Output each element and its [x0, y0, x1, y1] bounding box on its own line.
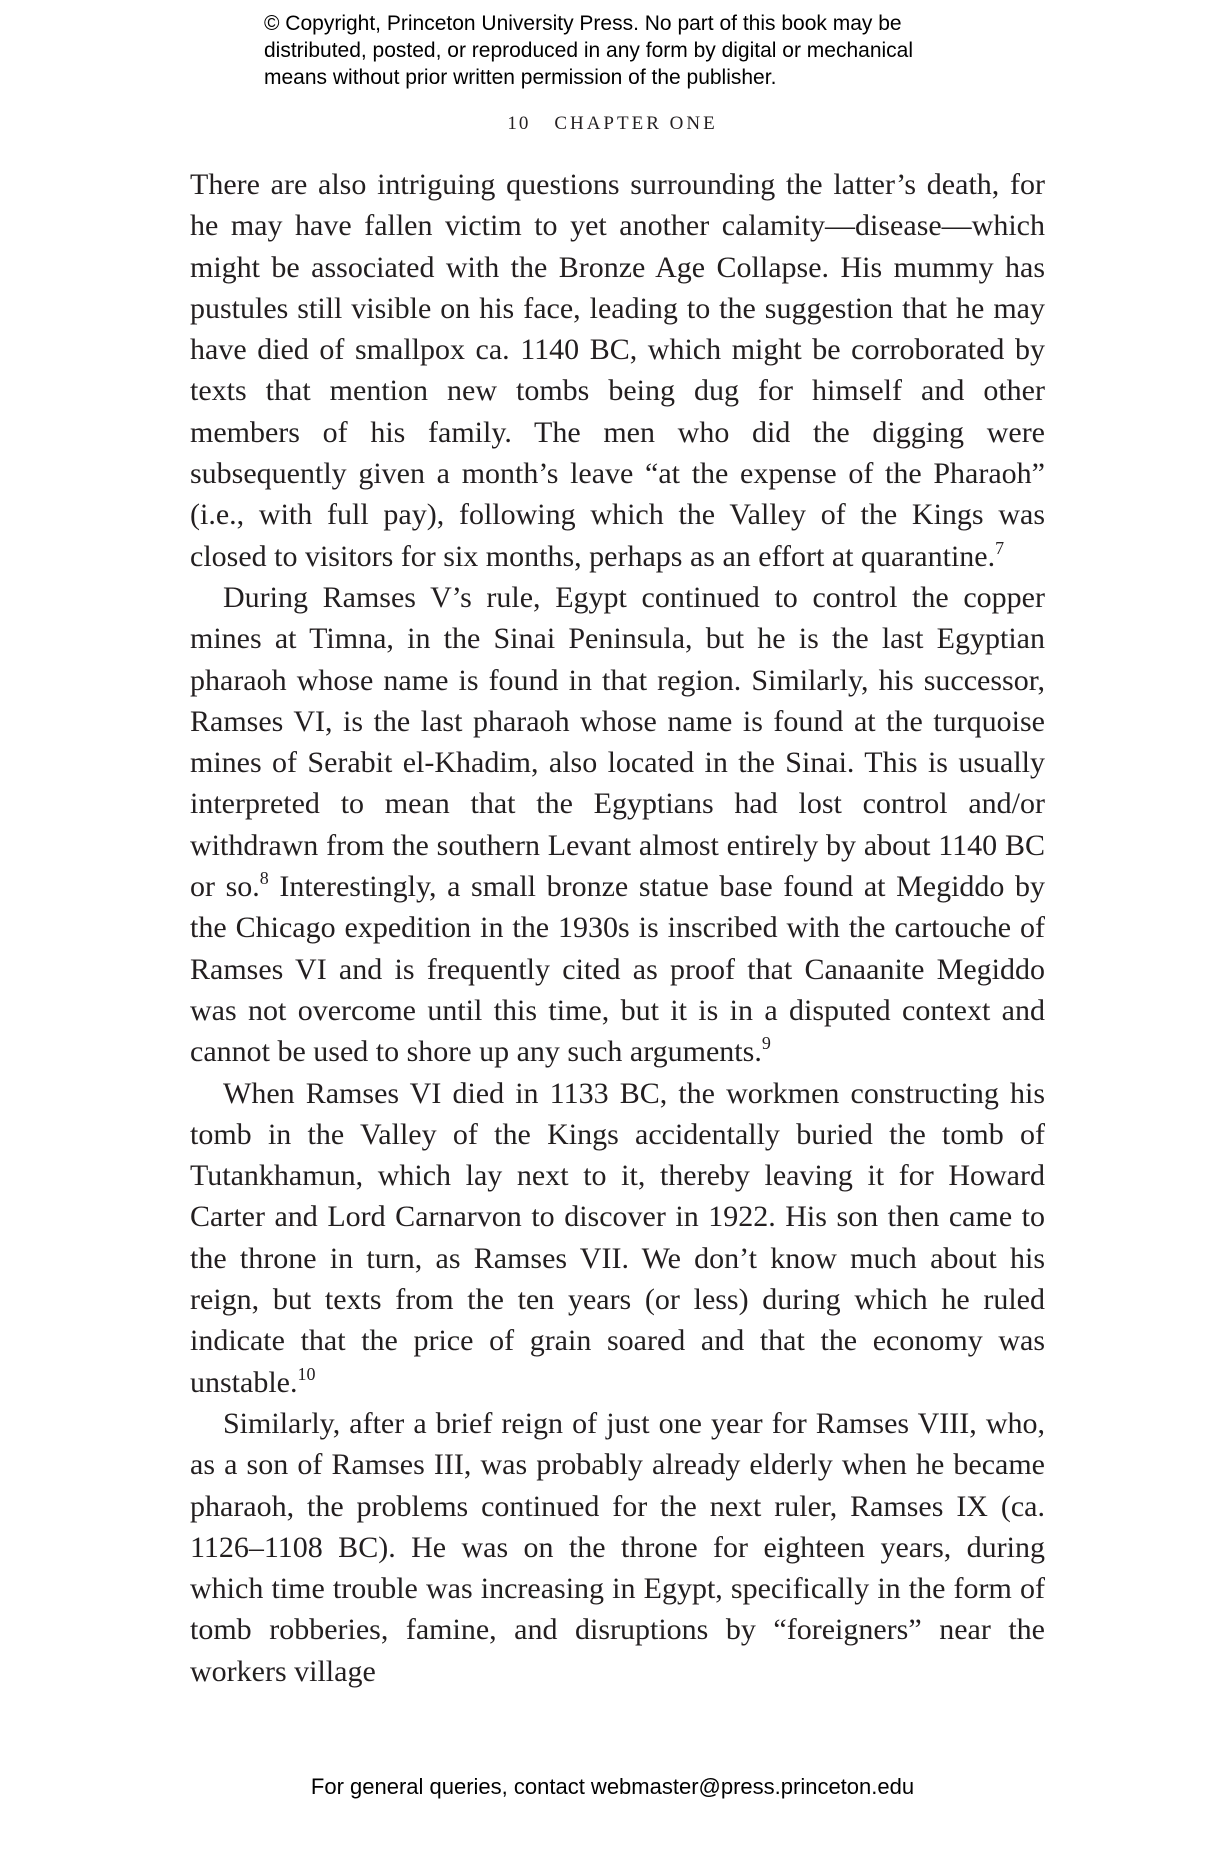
footnote-marker[interactable]: 8	[259, 868, 269, 889]
footnote-marker[interactable]: 10	[297, 1363, 316, 1384]
footnote-marker[interactable]: 7	[995, 537, 1005, 558]
footnote-marker[interactable]: 9	[761, 1033, 771, 1054]
copyright-notice	[264, 10, 984, 91]
paragraph-text: During Ramses V’s rule, Egypt continued to control the copper mines at Timna, in the Sinai Peninsula, but he is the last Egyptian pharaoh whose name is found in that region. Similarly, his successor, Ramses VI, is the last pharaoh whose name is found at the turquoise mines of Serabit el-Khadim, also located in the Sinai. This is usually interpreted to mean that the Egyptians had lost control and/or withdrawn from the southern Levant almost entirely by about 1140 BC or so.	[190, 580, 1045, 904]
paragraph	[190, 164, 1045, 577]
running-head	[0, 113, 1225, 135]
paragraph	[190, 1403, 1045, 1692]
paragraph-text: When Ramses VI died in 1133 BC, the workmen constructing his tomb in the Valley of the Kings accidentally buried the tomb of Tutankhamun, which lay next to it, thereby leaving it for Howard Carter and Lord Carnarvon to discover in 1922. His son then came to the throne in turn, as Ramses VII. We don’t know much about his reign, but texts from the ten years (or less) during which he ruled indicate that the price of grain soared and that the economy was unstable.	[190, 1076, 1045, 1399]
paragraph-text: Similarly, after a brief reign of just one year for Ramses VIII, who, as a son of Ramses III, was probably already elderly when he became pharaoh, the problems continued for the next ruler, Ramses IX (ca. 1126–1108 BC). He was on the throne for eighteen years, during which time trouble was increasing in Egypt, specifically in the form of tomb robberies, famine, and disruptions by “foreigners” near the workers village	[190, 1406, 1045, 1688]
chapter-title: CHAPTER ONE	[554, 113, 718, 134]
paragraph-text: There are also intriguing questions surrounding the latter’s death, for he may have fallen victim to yet another calamity—disease—which might be associated with the Bronze Age Collapse. His mummy has pustules still visible on his face, leading to the suggestion that he may have died of smallpox ca. 1140 BC, which might be corroborated by texts that mention new tombs being dug for himself and other members of his family. The men who did the digging were subsequently given a month’s leave “at the expense of the Pharaoh” (i.e., with full pay), following which the Valley of the Kings was closed to visitors for six months, perhaps as an effort at quarantine.	[190, 168, 1045, 573]
paragraph	[190, 1073, 1045, 1403]
copyright-line: © Copyright, Princeton University Press. No part of this book may be	[264, 12, 902, 35]
page-number: 10	[507, 113, 531, 134]
body-text	[190, 164, 1045, 1692]
footer-contact: For general queries, contact webmaster@press.princeton.edu	[310, 1774, 915, 1799]
copyright-line: distributed, posted, or reproduced in any form by digital or mechanical	[264, 39, 914, 62]
paragraph	[190, 577, 1045, 1073]
copyright-line: means without prior written permission of the publisher.	[264, 66, 777, 89]
paragraph-text: Interestingly, a small bronze statue base found at Megiddo by the Chicago expedition in the 1930s is inscribed with the cartouche of Ramses VI and is frequently cited as proof that Canaanite Megiddo was not overcome until this time, but it is in a disputed context and cannot be used to shore up any such arguments.	[190, 870, 1046, 1069]
